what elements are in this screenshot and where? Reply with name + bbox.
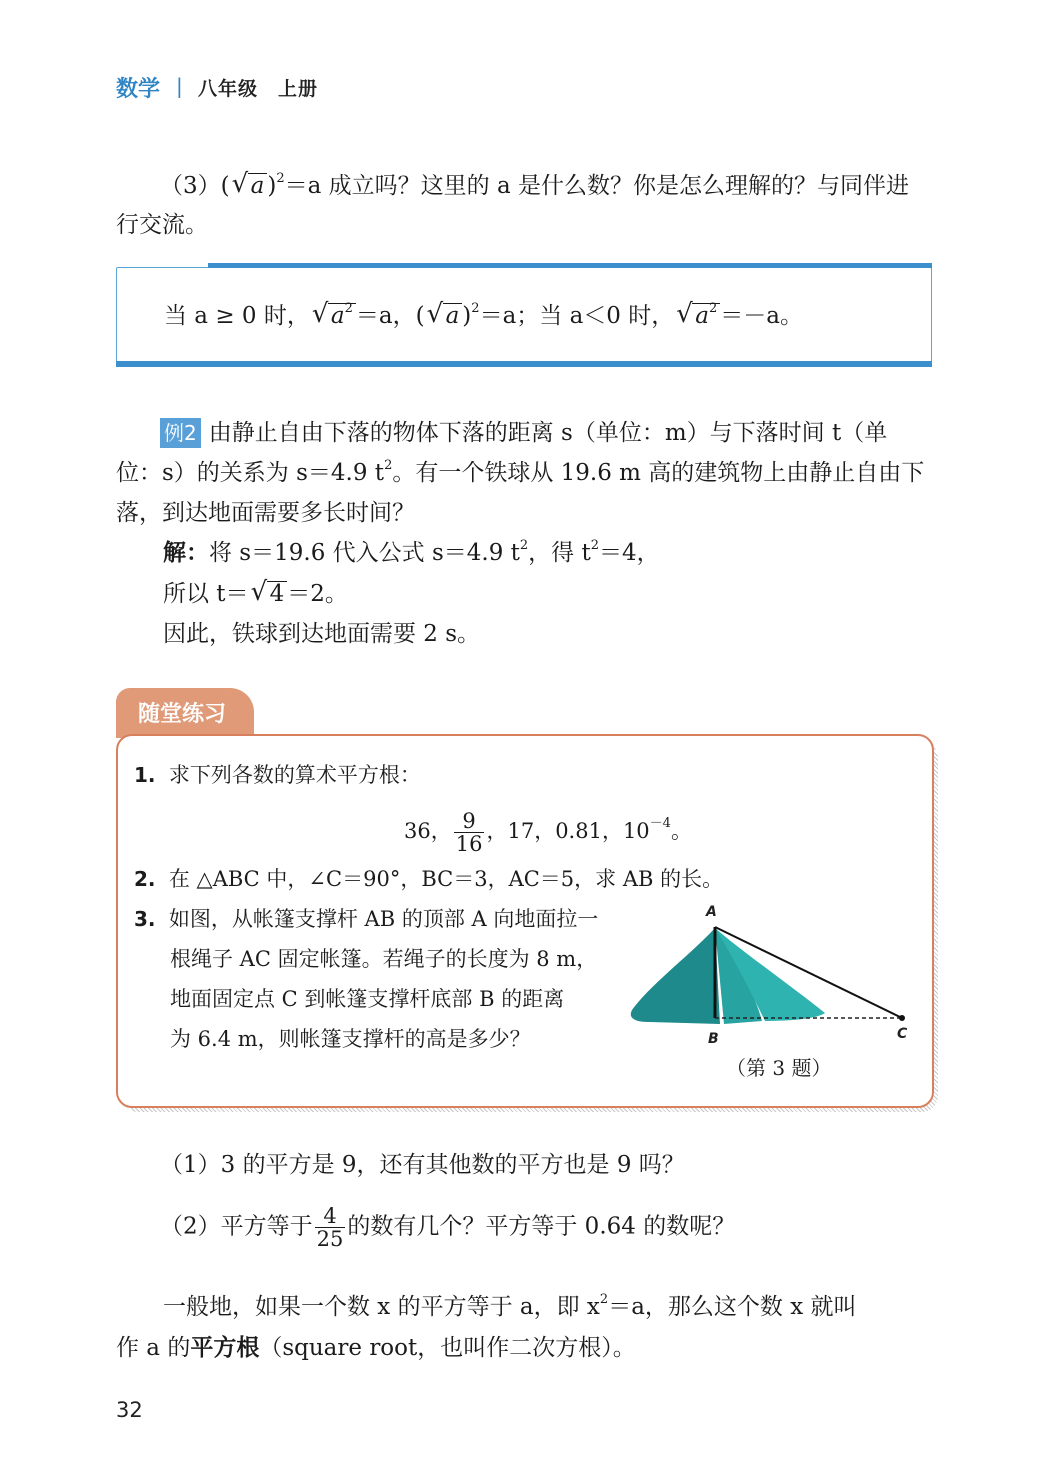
question-3-rest: ＝a 成立吗？这里的 a 是什么数？你是怎么理解的？与同伴进 (284, 173, 909, 199)
definition-line2 (116, 1334, 636, 1362)
label-b: B (708, 1031, 719, 1047)
practice-title: 随堂练习 (138, 702, 227, 727)
sqrt-4: √ 4 (251, 580, 288, 608)
practice-q1-values (404, 810, 692, 855)
think-q2 (160, 1205, 735, 1250)
question-3-line2: 行交流。 (116, 212, 208, 238)
example-2-line2: 位：s）的关系为 s＝4.9 $t^2$。有一个铁球从 19.6 m 高的建筑物上由静止自由下 (116, 458, 925, 486)
sqrt-a-2: √ a (427, 302, 463, 330)
label-a: A (706, 904, 717, 920)
fraction-4-25: $\frac{4}{25}$ (316, 1204, 344, 1251)
q1-text: 求下列各数的算术平方根： (168, 763, 421, 787)
tent-figure (620, 900, 920, 1050)
point-c (899, 1015, 905, 1021)
practice-q2 (134, 865, 723, 893)
definition-text2b: （square root，也叫作二次方根）。 (259, 1335, 636, 1361)
think-q2-text-b: 的数有几个？平方等于 0.64 的数呢？ (347, 1213, 736, 1240)
q1-values-rest: ，17，0.81，10 (486, 819, 650, 843)
formula-part-4: ＝－a。 (720, 303, 803, 329)
q2-text: 在 △ABC 中，∠C＝90°，BC＝3，AC＝5，求 AB 的长。 (168, 867, 724, 891)
question-3-line1: （3）( √ a )$^2$＝a 成立吗？这里的 a 是什么数？你是怎么理解的？与同伴进 (160, 169, 909, 199)
grade-volume: 八年级 上册 (198, 78, 319, 100)
question-3-prefix: （3） (160, 173, 221, 199)
solution-line1: 解：将 s＝19.6 代入公式 s＝4.9 $t^2$，得 $t^2=4$， (163, 538, 660, 566)
subject-title: 数学 (116, 77, 161, 102)
solution-text1c: ＝4， (599, 540, 660, 566)
formula-part-3: ＝a；当 a＜0 时， (479, 303, 675, 329)
formula-part-2: ＝a， (355, 303, 416, 329)
definition-text1b: ＝a，那么这个数 x 就叫 (608, 1294, 857, 1320)
page-number: 32 (116, 1398, 143, 1422)
header-separator: | (176, 74, 183, 98)
example-2-text1: 由静止自由下落的物体下落的距离 s（单位：m）与下落时间 t（单 (208, 420, 888, 446)
figure-caption: （第 3 题） (726, 1056, 832, 1080)
tent-left-panel (631, 928, 720, 1024)
sqrt-a-squared-2: √ $a^2$ (676, 302, 720, 330)
definition-text1a: 一般地，如果一个数 x 的平方等于 a，即 x (163, 1294, 600, 1320)
solution-text2a: 所以 t＝ (163, 581, 249, 607)
practice-q3-line3: 地面固定点 C 到帐篷支撑杆底部 B 的距离 (170, 987, 565, 1011)
solution-line3: 因此，铁球到达地面需要 2 s。 (163, 621, 481, 647)
think-q2-text-a: （2）平方等于 (160, 1213, 313, 1240)
definition-line1: 一般地，如果一个数 x 的平方等于 a，即 $x^2=a$，那么这个数 x 就叫 (163, 1292, 857, 1320)
practice-q3-line1 (134, 905, 598, 933)
formula-text: 当 a ≥ 0 时， √ $a^2 =a$，( √ a )$^2$＝a；当 a＜0 时， √ $a^2 =-a$。 (164, 299, 803, 329)
solution-text1a: 将 s＝19.6 代入公式 s＝4.9 t (209, 540, 520, 566)
q1-end: 。 (670, 819, 692, 843)
q1-value-36: 36， (404, 819, 452, 843)
practice-q3-line4: 为 6.4 m，则帐篷支撑杆的高是多少？ (170, 1027, 531, 1051)
example-2-line1 (160, 418, 887, 448)
formula-part-1: 当 a ≥ 0 时， (164, 303, 310, 329)
practice-q1 (134, 761, 421, 789)
practice-q3-line2: 根绳子 AC 固定帐篷。若绳子的长度为 8 m， (170, 947, 598, 971)
q2-number: 2. (134, 867, 156, 891)
solution-line2 (163, 577, 348, 608)
example-2-line3: 落，到达地面需要多长时间？ (116, 500, 415, 526)
fraction-9-16: $\frac{9}{16}$ (455, 809, 483, 856)
formula-box-bottom-bar (116, 361, 932, 367)
solution-text2b: ＝2。 (287, 581, 348, 607)
q1-exponent: －4 (649, 816, 671, 831)
q1-number: 1. (134, 763, 156, 787)
definition-text2a: 作 a 的 (116, 1335, 191, 1361)
example-2-text2b: 。有一个铁球从 19.6 m 高的建筑物上由静止自由下 (392, 460, 925, 486)
solution-label: 解： (163, 539, 209, 566)
q3-number: 3. (134, 907, 156, 931)
think-q1: （1）3 的平方是 9，还有其他数的平方也是 9 吗？ (160, 1152, 685, 1178)
solution-text1b: ，得 t (528, 540, 591, 566)
formula-box-top-bar (208, 263, 932, 268)
sqrt-a: √ a (232, 172, 268, 200)
q3-text-1: 如图，从帐篷支撑杆 AB 的顶部 A 向地面拉一 (168, 907, 599, 931)
example-2-text2a: 位：s）的关系为 s＝4.9 t (116, 460, 385, 486)
sqrt-a-squared: √ $a^2$ (312, 302, 356, 330)
definition-term: 平方根 (190, 1334, 260, 1361)
example-badge: 例2 (160, 418, 201, 448)
label-c: C (897, 1026, 908, 1042)
